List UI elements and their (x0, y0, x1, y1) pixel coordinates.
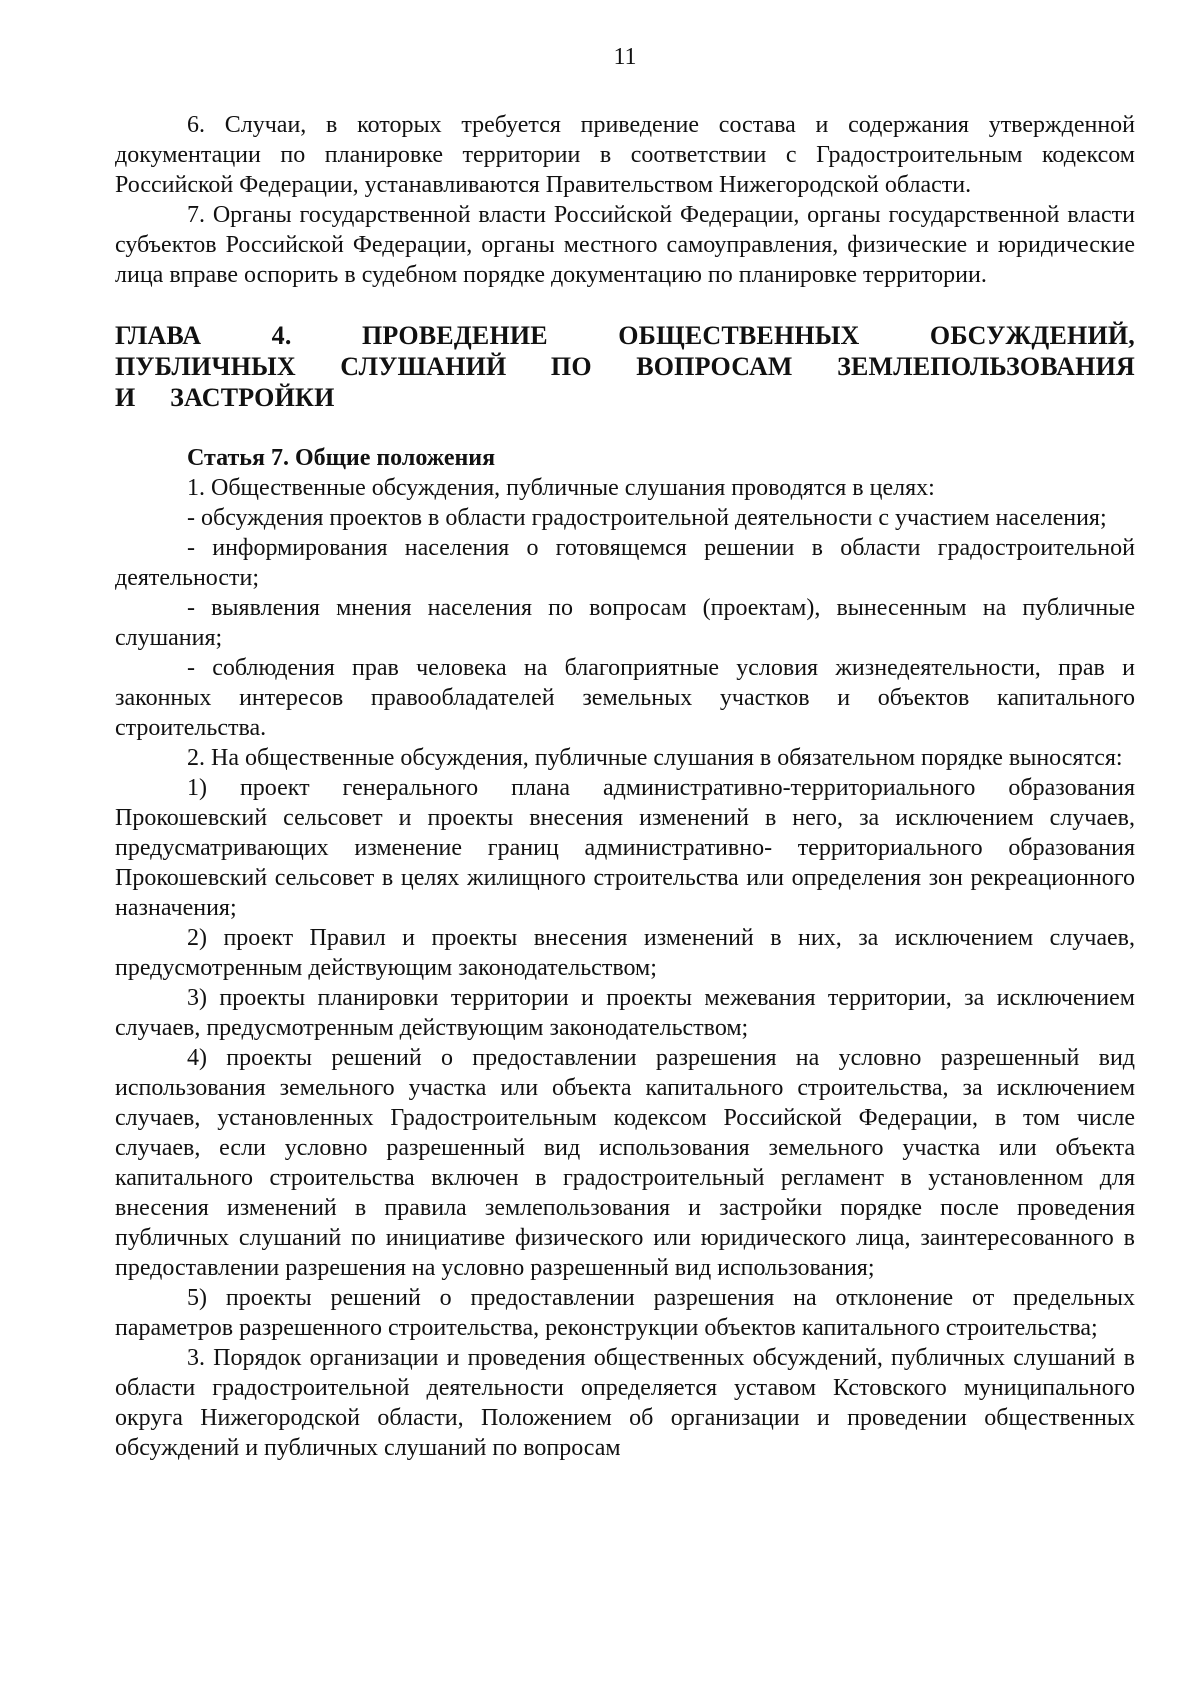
document-page (115, 42, 1135, 1463)
list-item: 4) проекты решений о предоставлении разрешения на условно разрешенный вид использования земельного участка или объекта капитального строительства, за исключением случаев, установленных Градостроительным кодексом Российской Федерации, в том числе случаев, если условно разрешенный вид использования земельного участка или объекта капитального строительства включен в градостроительный регламент в установленном для внесения изменений в правила землепользования и застройки порядке после проведения публичных слушаний по инициативе физического или юридического лица, заинтересованного в предоставлении разрешения на условно разрешенный вид использования; (115, 1045, 1135, 1281)
goal-item: - выявления мнения населения по вопросам (проектам), вынесенным на публичные слушания; (115, 595, 1135, 651)
goal-item: - информирования населения о готовящемся решении в области градостроительной деятельности; (115, 535, 1135, 591)
list-item: 5) проекты решений о предоставлении разрешения на отклонение от предельных параметров разрешенного строительства, реконструкции объектов капитального строительства; (115, 1285, 1135, 1341)
paragraph-6: 6. Случаи, в которых требуется приведение состава и содержания утвержденной документации по планировке территории в соответствии с Градостроительным кодексом Российской Федерации, устанавливаются Правительством Нижегородской области. (115, 112, 1135, 198)
article-heading: Статья 7. Общие положения (187, 445, 496, 471)
list-item: 3) проекты планировки территории и проекты межевания территории, за исключением случаев, предусмотренным действующим законодательством; (115, 985, 1135, 1041)
goal-item: - соблюдения прав человека на благоприятные условия жизнедеятельности, прав и законных интересов правообладателей земельных участков и объектов капитального строительства. (115, 655, 1135, 741)
page-number: 11 (613, 44, 637, 70)
article-paragraph-2: 2. На общественные обсуждения, публичные слушания в обязательном порядке выносятся: (187, 745, 1123, 771)
article-paragraph-3: 3. Порядок организации и проведения общественных обсуждений, публичных слушаний в области градостроительной деятельности определяется уставом Кстовского муниципального округа Нижегородской области, Положением об организации и проведении общественных обсуждений и публичных слушаний по вопросам (115, 1345, 1135, 1461)
chapter-heading: ГЛАВА 4. ПРОВЕДЕНИЕ ОБЩЕСТВЕННЫХ ОБСУЖДЕНИЙ, ПУБЛИЧНЫХ СЛУШАНИЙ ПО ВОПРОСАМ ЗЕМЛЕПОЛЬЗОВАНИЯ И ЗАСТРОЙКИ (115, 321, 1135, 412)
article-paragraph-1: 1. Общественные обсуждения, публичные слушания проводятся в целях: (187, 475, 935, 501)
goal-item: - обсуждения проектов в области градостроительной деятельности с участием населения; (187, 505, 1107, 531)
list-item: 1) проект генерального плана административно-территориального образования Прокошевский сельсовет и проекты внесения изменений в него, за исключением случаев, предусматривающих изменение границ административно- территориального образования Прокошевский сельсовет в целях жилищного строительства или определения зон рекреационного назначения; (115, 775, 1135, 921)
list-item: 2) проект Правил и проекты внесения изменений в них, за исключением случаев, предусмотренным действующим законодательством; (115, 925, 1135, 981)
paragraph-7: 7. Органы государственной власти Российской Федерации, органы государственной власти субъектов Российской Федерации, органы местного самоуправления, физические и юридические лица вправе оспорить в судебном порядке документацию по планировке территории. (115, 202, 1135, 288)
